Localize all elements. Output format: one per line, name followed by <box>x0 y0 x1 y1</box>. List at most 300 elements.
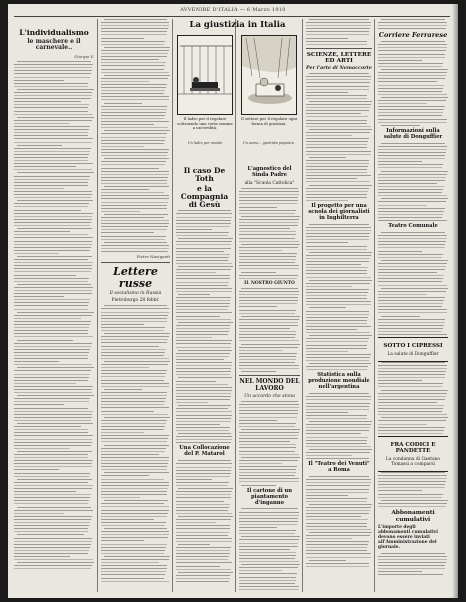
text-line <box>306 141 368 142</box>
text-line <box>176 235 228 236</box>
article-headline: NEL MONDO DEL LAVORO <box>239 378 300 392</box>
text-line <box>239 234 296 235</box>
text-line <box>176 507 229 508</box>
text-line <box>14 522 90 523</box>
text-line <box>306 22 371 23</box>
text-line <box>101 318 167 319</box>
text-line <box>306 160 369 161</box>
text-line <box>378 475 447 476</box>
text-line <box>306 25 371 26</box>
text-line <box>378 211 444 212</box>
text-line <box>176 494 231 495</box>
text-line <box>101 380 164 381</box>
text-line <box>378 266 446 267</box>
text-line <box>239 340 299 341</box>
text-line <box>306 513 369 514</box>
text-line <box>378 180 445 181</box>
text-line <box>14 104 89 105</box>
article-headline-line1: Il caso De Toth <box>183 166 226 183</box>
text-line <box>381 553 445 554</box>
text-line <box>101 137 166 138</box>
text-line <box>101 578 164 579</box>
text-line <box>381 472 445 473</box>
text-line <box>101 537 168 538</box>
text-line <box>14 259 88 260</box>
text-line <box>381 288 448 289</box>
section-rule <box>239 375 300 376</box>
text-line <box>17 61 91 62</box>
text-line <box>101 441 167 442</box>
text-line <box>101 426 165 427</box>
text-line <box>378 91 442 92</box>
text-line <box>378 158 445 159</box>
text-line <box>239 207 277 208</box>
text-line <box>239 262 295 263</box>
text-line <box>176 504 230 505</box>
text-line <box>14 296 64 297</box>
text-line <box>101 69 164 70</box>
text-line <box>14 129 89 130</box>
text-line <box>378 72 447 73</box>
text-line <box>241 272 275 273</box>
text-line <box>101 438 168 439</box>
text-line <box>104 500 168 501</box>
text-line <box>378 78 445 79</box>
cartoon-panel-left <box>177 35 233 115</box>
text-line <box>14 265 92 266</box>
text-line <box>176 248 231 249</box>
text-line <box>178 266 233 267</box>
text-line <box>306 418 367 419</box>
text-line <box>176 479 212 480</box>
text-line <box>14 538 92 539</box>
text-line <box>14 157 88 158</box>
text-line <box>101 364 168 365</box>
text-line <box>101 355 164 356</box>
body-text <box>378 362 448 434</box>
text-line <box>176 365 232 366</box>
text-line <box>14 497 90 498</box>
text-line <box>378 574 443 575</box>
text-line <box>178 433 230 434</box>
text-line <box>176 436 232 437</box>
text-line <box>176 325 230 326</box>
text-line <box>101 155 167 156</box>
text-line <box>14 544 91 545</box>
text-line <box>176 343 231 344</box>
article-headline: L'individualismo <box>19 28 89 37</box>
text-line <box>14 111 88 112</box>
text-line <box>239 325 298 326</box>
text-line <box>14 95 92 96</box>
text-line <box>381 390 448 391</box>
text-line <box>101 232 154 233</box>
text-line <box>17 145 62 146</box>
text-line <box>378 420 446 421</box>
text-line <box>101 485 169 486</box>
text-line <box>101 192 164 193</box>
text-line <box>378 244 445 245</box>
text-line <box>14 485 93 486</box>
text-line <box>178 322 233 323</box>
text-line <box>306 292 368 293</box>
body-text <box>378 472 448 507</box>
text-line <box>239 558 295 559</box>
text-line <box>239 573 297 574</box>
text-line <box>306 283 370 284</box>
text-line <box>306 147 367 148</box>
text-line <box>306 452 370 453</box>
article-byline: Pietro Naviganti <box>136 254 170 260</box>
box-subhead: La condanna di Gaetano Tomassi a comparsi <box>385 456 441 467</box>
text-line <box>101 133 167 134</box>
text-line <box>306 273 367 274</box>
text-line <box>239 303 297 304</box>
text-line <box>104 75 170 76</box>
text-line <box>176 229 212 230</box>
text-line <box>378 414 447 415</box>
text-line <box>306 446 371 447</box>
text-line <box>176 282 229 283</box>
text-line <box>101 127 168 128</box>
text-line <box>101 367 149 368</box>
column-rule <box>302 19 303 592</box>
text-line <box>101 568 167 569</box>
text-line <box>241 457 300 458</box>
text-line <box>239 561 299 562</box>
column-3 <box>176 164 233 592</box>
text-line <box>306 538 352 539</box>
text-line <box>306 424 371 425</box>
text-line <box>14 148 91 149</box>
text-line <box>176 408 228 409</box>
section-rule <box>101 262 170 263</box>
text-line <box>176 559 228 560</box>
text-line <box>14 138 93 139</box>
text-line <box>306 332 370 333</box>
text-line <box>378 278 443 279</box>
text-line <box>101 90 165 91</box>
text-line <box>306 92 348 93</box>
text-line <box>306 166 368 167</box>
text-line <box>178 377 232 378</box>
text-line <box>378 238 447 239</box>
text-line <box>101 315 168 316</box>
text-line <box>239 404 299 405</box>
text-line <box>14 568 91 569</box>
text-line <box>101 571 166 572</box>
notice-heading: IL NOSTRO GIUNTO <box>244 280 295 286</box>
text-line <box>176 241 232 242</box>
text-line <box>241 485 275 486</box>
text-line <box>239 417 297 418</box>
text-line <box>101 78 168 79</box>
text-line <box>309 73 370 74</box>
text-line <box>14 302 89 303</box>
text-line <box>378 291 446 292</box>
text-line <box>239 539 299 540</box>
text-line <box>306 415 367 416</box>
text-line <box>14 160 88 161</box>
text-line <box>176 226 230 227</box>
text-line <box>306 289 369 290</box>
text-line <box>239 319 299 320</box>
text-line <box>378 487 445 488</box>
text-line <box>378 281 442 282</box>
text-line <box>378 201 446 202</box>
text-line <box>306 38 348 39</box>
head-rule <box>14 16 450 17</box>
text-line <box>378 25 447 26</box>
text-line <box>101 497 140 498</box>
text-line <box>178 238 233 239</box>
text-line <box>14 67 92 68</box>
body-text <box>306 19 372 45</box>
text-line <box>378 556 447 557</box>
article-subhead: Per l'arte di Nemaccorte <box>306 64 372 71</box>
text-line <box>14 142 92 143</box>
text-line <box>14 262 93 263</box>
text-line <box>306 501 367 502</box>
text-line <box>239 291 299 292</box>
text-line <box>101 352 165 353</box>
text-line <box>101 392 167 393</box>
text-line <box>306 433 361 434</box>
text-line <box>239 265 299 266</box>
text-line <box>101 239 165 240</box>
text-line <box>17 451 92 452</box>
text-line <box>239 347 298 348</box>
text-line <box>101 414 168 415</box>
text-line <box>378 217 442 218</box>
article-byline: Giorgio V. <box>74 54 94 60</box>
text-line <box>176 337 212 338</box>
text-line <box>14 70 92 71</box>
minor-headline: Statistica sulla produzione mondiale nell'argentina <box>308 372 370 391</box>
boxed-section <box>378 436 448 472</box>
text-line <box>101 411 154 412</box>
text-line <box>101 208 167 209</box>
text-line <box>378 152 446 153</box>
text-line <box>101 327 165 328</box>
text-line <box>176 415 232 416</box>
text-line <box>101 559 169 560</box>
text-line <box>378 430 444 431</box>
text-line <box>14 398 90 399</box>
text-line <box>176 374 230 375</box>
text-line <box>306 544 368 545</box>
text-line <box>176 334 228 335</box>
text-line <box>101 161 166 162</box>
text-line <box>239 219 299 220</box>
text-line <box>101 401 165 402</box>
minor-headline: Teatro Comunale <box>388 223 438 230</box>
cartoon-credit-left: Un ladro per mondo <box>187 141 223 145</box>
text-line <box>378 183 437 184</box>
text-line <box>101 44 164 45</box>
text-line <box>101 466 167 467</box>
text-line <box>378 393 447 394</box>
text-line <box>14 380 88 381</box>
article-headline: Corriere Ferrarese <box>378 31 448 40</box>
text-line <box>14 287 93 288</box>
text-line <box>101 519 154 520</box>
text-line <box>378 103 427 104</box>
text-line <box>239 543 298 544</box>
text-line <box>176 547 231 548</box>
article-subhead: Il socialismo in Russia <box>109 291 162 297</box>
text-line <box>306 116 368 117</box>
text-line <box>101 510 169 511</box>
text-line <box>14 386 93 387</box>
text-line <box>378 119 447 120</box>
text-line <box>101 223 169 224</box>
text-line <box>378 269 445 270</box>
text-line <box>14 80 64 81</box>
text-line <box>378 399 445 400</box>
text-line <box>378 257 442 258</box>
text-line <box>378 312 447 313</box>
text-line <box>309 363 372 364</box>
article-subhead: Un accordo che stona <box>244 394 295 399</box>
text-line <box>309 307 346 308</box>
text-line <box>101 373 166 374</box>
text-line <box>306 311 369 312</box>
text-line <box>306 351 348 352</box>
text-line <box>176 260 228 261</box>
text-line <box>17 534 84 535</box>
text-line <box>14 231 70 232</box>
text-line <box>101 217 164 218</box>
text-line <box>14 318 81 319</box>
text-line <box>101 72 169 73</box>
text-line <box>176 362 232 363</box>
text-line <box>14 194 92 195</box>
text-line <box>101 491 167 492</box>
text-line <box>239 515 299 516</box>
text-line <box>176 399 230 400</box>
text-line <box>14 559 93 560</box>
text-line <box>104 130 170 131</box>
text-line <box>378 559 447 560</box>
minor-headline: Informazioni sulla salute di Donguffier <box>383 127 443 140</box>
text-line <box>14 556 70 557</box>
text-line <box>378 220 447 221</box>
text-line <box>378 115 442 116</box>
text-line <box>239 570 282 571</box>
text-line <box>239 331 296 332</box>
text-line <box>101 50 169 51</box>
text-line <box>101 398 166 399</box>
text-line <box>306 236 369 237</box>
text-line <box>17 479 91 480</box>
text-line <box>381 69 448 70</box>
text-line <box>306 98 367 99</box>
text-line <box>101 460 169 461</box>
text-line <box>239 353 297 354</box>
text-line <box>14 531 88 532</box>
text-line <box>239 426 295 427</box>
text-line <box>239 521 298 522</box>
text-line <box>176 528 230 529</box>
text-line <box>14 253 59 254</box>
text-line <box>101 531 169 532</box>
text-line <box>378 263 447 264</box>
text-line <box>306 492 369 493</box>
text-line <box>176 220 231 221</box>
text-line <box>306 44 367 45</box>
text-line <box>239 512 299 513</box>
text-line <box>378 424 427 425</box>
text-line <box>101 34 167 35</box>
text-line <box>378 411 442 412</box>
text-line <box>378 149 447 150</box>
text-line <box>101 121 169 122</box>
text-line <box>381 41 445 42</box>
text-line <box>101 226 168 227</box>
text-line <box>378 22 447 23</box>
text-line <box>14 448 70 449</box>
text-line <box>14 327 89 328</box>
text-line <box>101 540 144 541</box>
text-line <box>176 501 224 502</box>
text-line <box>378 272 437 273</box>
text-line <box>176 288 232 289</box>
text-line <box>176 232 229 233</box>
text-line <box>101 574 165 575</box>
text-line <box>176 532 229 533</box>
text-line <box>176 306 229 307</box>
text-line <box>14 98 91 99</box>
text-line <box>14 457 88 458</box>
text-line <box>176 525 230 526</box>
text-line <box>101 22 169 23</box>
text-line <box>306 194 367 195</box>
text-line <box>14 234 88 235</box>
body-text <box>101 305 170 581</box>
text-line <box>176 467 232 468</box>
text-line <box>239 410 298 411</box>
text-line <box>101 229 167 230</box>
text-line <box>101 146 144 147</box>
text-line <box>306 403 370 404</box>
text-line <box>101 513 168 514</box>
text-line <box>14 401 89 402</box>
text-line <box>306 301 371 302</box>
text-line <box>239 297 298 298</box>
text-line <box>306 246 367 247</box>
text-line <box>306 191 368 192</box>
text-line <box>176 393 231 394</box>
text-line <box>17 367 94 368</box>
text-line <box>101 469 167 470</box>
text-line <box>239 225 298 226</box>
text-line <box>378 371 446 372</box>
body-text <box>306 73 372 201</box>
text-line <box>239 197 298 198</box>
text-line <box>178 516 233 517</box>
text-line <box>306 113 361 114</box>
text-line <box>309 449 372 450</box>
text-line <box>14 392 92 393</box>
text-line <box>176 340 232 341</box>
text-line <box>306 95 367 96</box>
text-line <box>378 380 422 381</box>
text-line <box>14 191 92 192</box>
text-line <box>176 470 231 471</box>
text-line <box>306 126 371 127</box>
text-line <box>101 349 166 350</box>
